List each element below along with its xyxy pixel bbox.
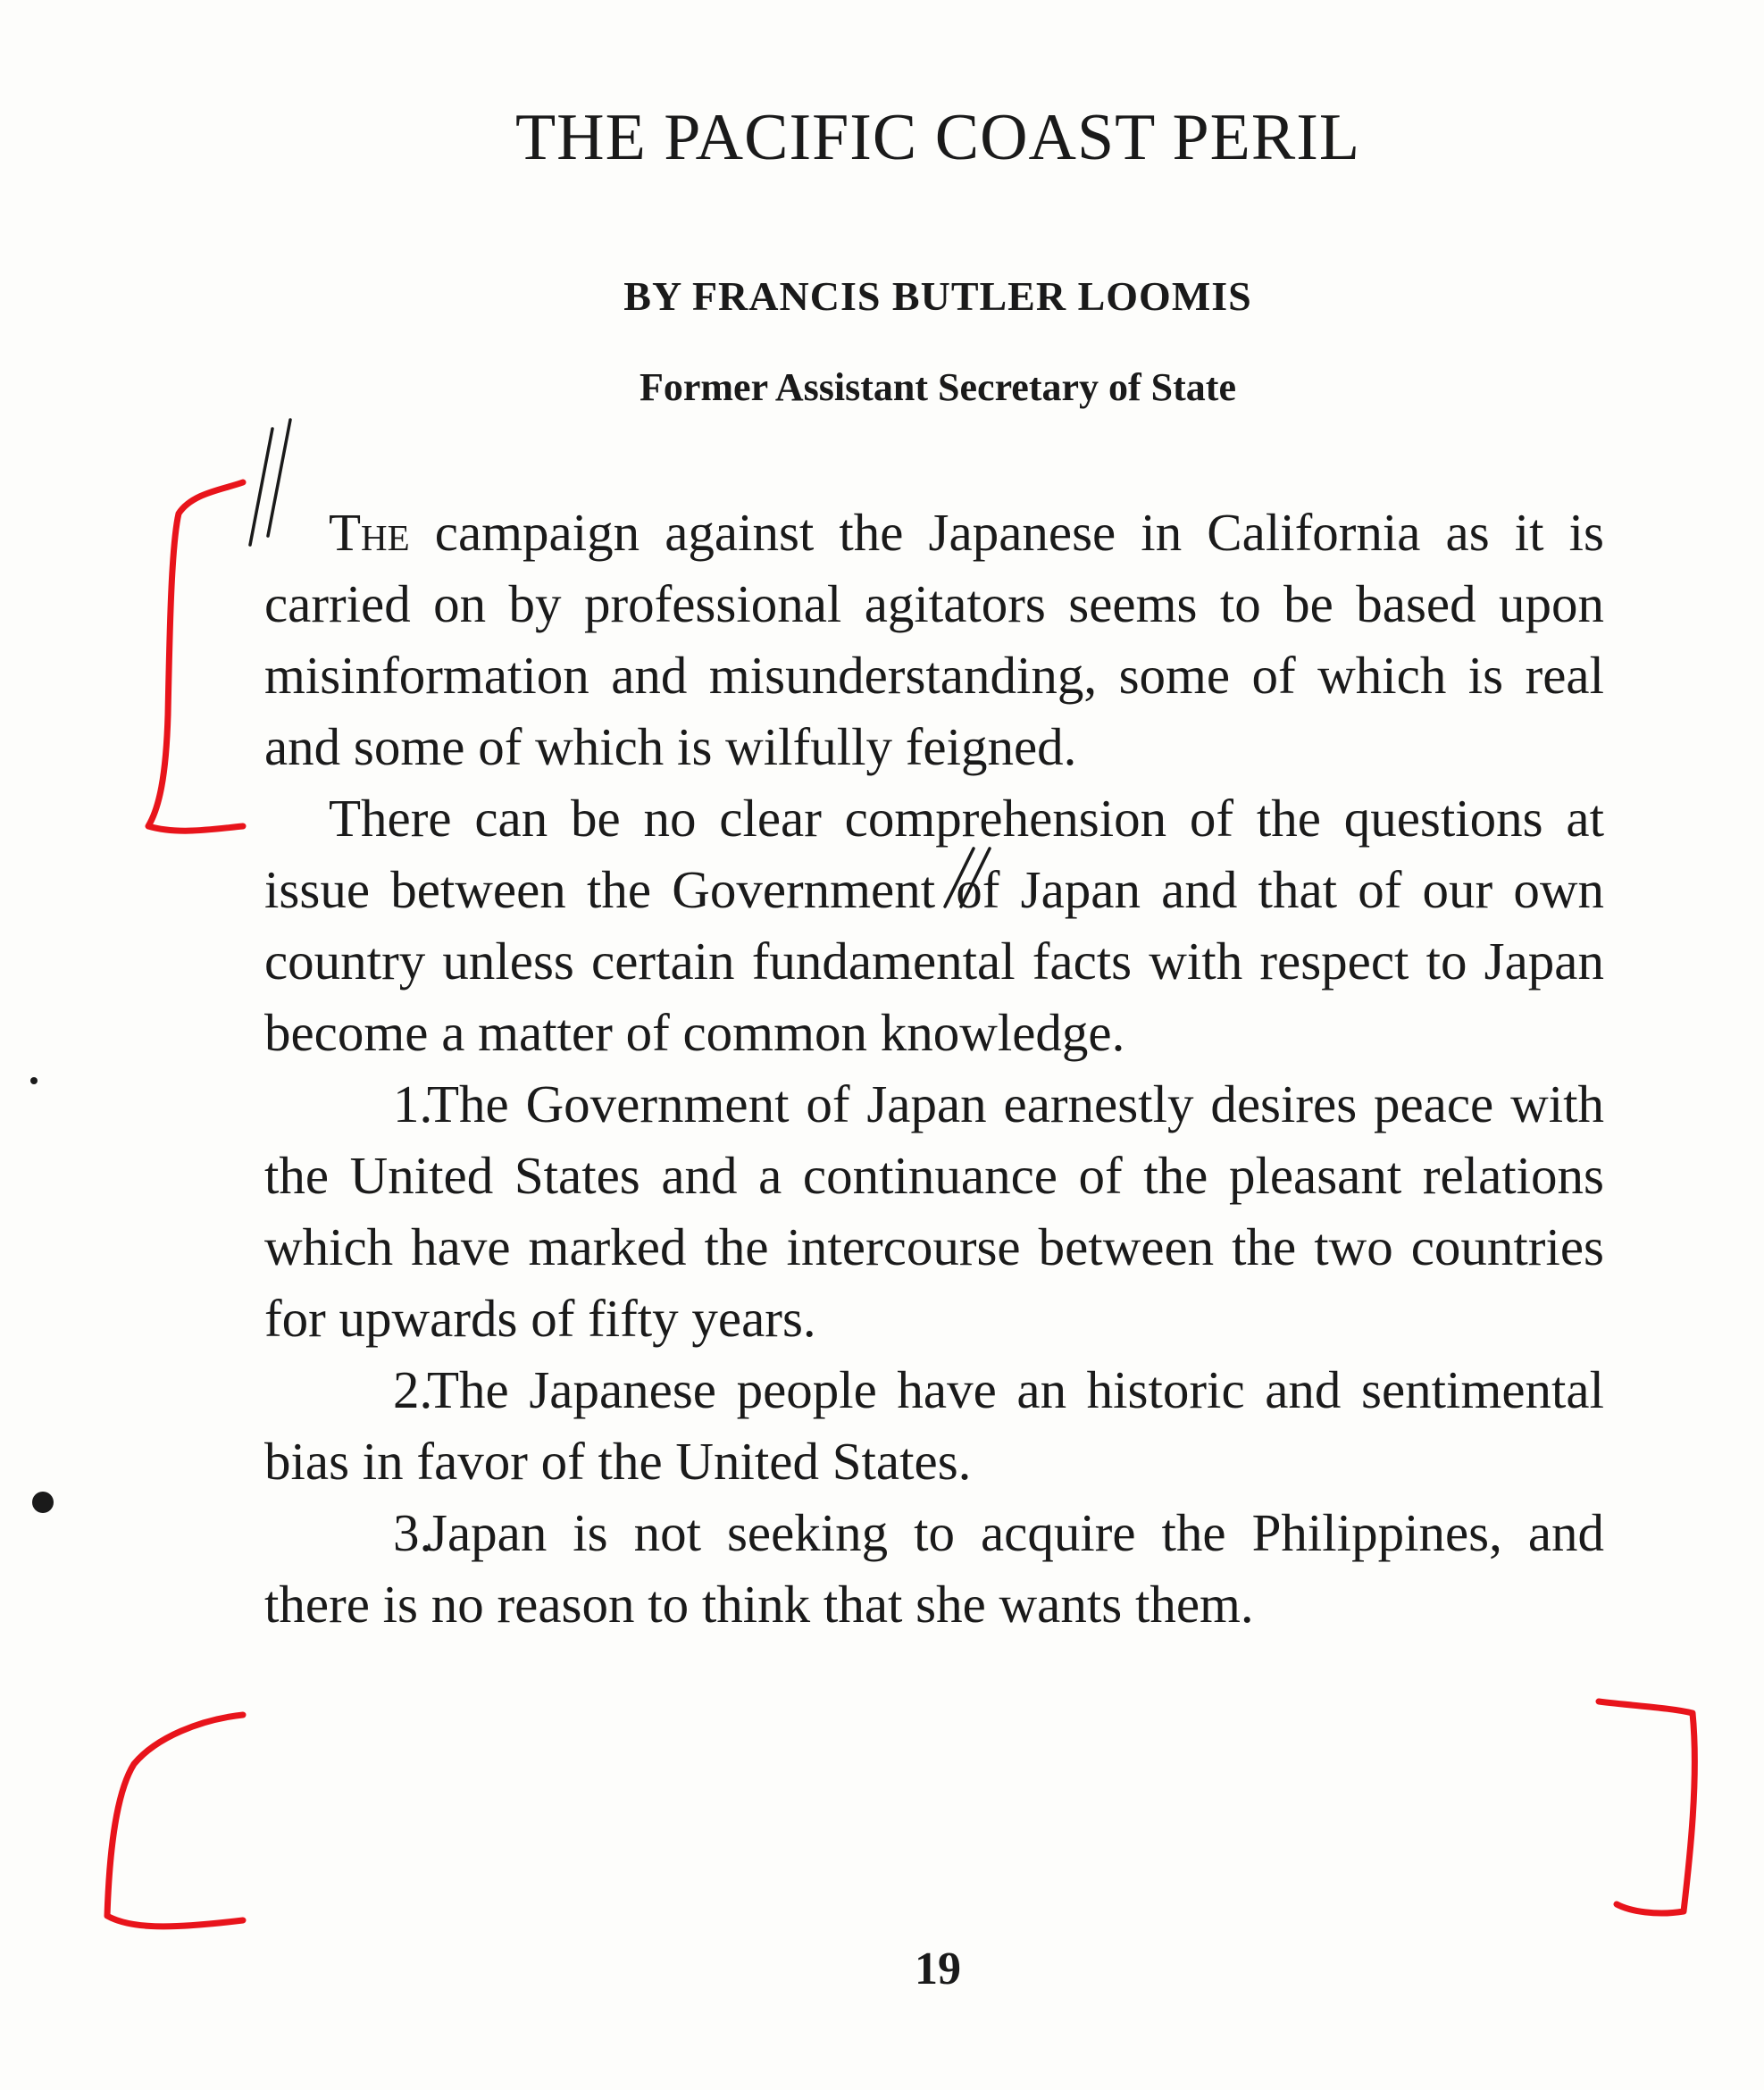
- ink-speck-large: [32, 1492, 54, 1513]
- author-affiliation: Former Assistant Secretary of State: [640, 365, 1236, 409]
- item-number: 3.: [393, 1503, 433, 1562]
- item-text: The Government of Japan earnestly desires peace with the United States and a continuance of the pleasant relations which have marked the intercourse between the two countries for upwards of fifty years.: [264, 1074, 1604, 1348]
- item-text: The Japanese people have an historic and sentimental bias in favor of the United States.: [264, 1360, 1604, 1491]
- red-bracket-right-bottom: [1599, 1701, 1694, 1913]
- paragraph-2-text: There can be no clear comprehension of the questions at issue between the Government of Japan and that of our own country unless certain fundamental facts with respect to Japan become a matter of common knowledge.: [264, 789, 1604, 1062]
- item-number: 2.: [393, 1360, 433, 1419]
- item-number: 1.: [393, 1074, 433, 1133]
- double-slash-mark-start: [250, 420, 290, 545]
- drop-lead-word: The: [329, 503, 410, 562]
- ink-speck-small: [30, 1077, 38, 1084]
- byline: BY FRANCIS BUTLER LOOMIS: [623, 273, 1252, 319]
- red-bracket-left-top: [148, 482, 243, 831]
- paragraph-1-text: campaign against the Japanese in California as it is carried on by professional agitators seems to be based upon misinformation and misunderstanding, some of which is real and some of which is wilfully feigned.: [264, 503, 1604, 776]
- item-text: Japan is not seeking to acquire the Philippines, and there is no reason to think that she wants them.: [264, 1503, 1604, 1634]
- page-title: THE PACIFIC COAST PERIL: [514, 101, 1361, 174]
- red-bracket-left-bottom: [107, 1715, 243, 1927]
- page-number: 19: [915, 1944, 961, 1994]
- double-slash-mark-end: [945, 849, 990, 907]
